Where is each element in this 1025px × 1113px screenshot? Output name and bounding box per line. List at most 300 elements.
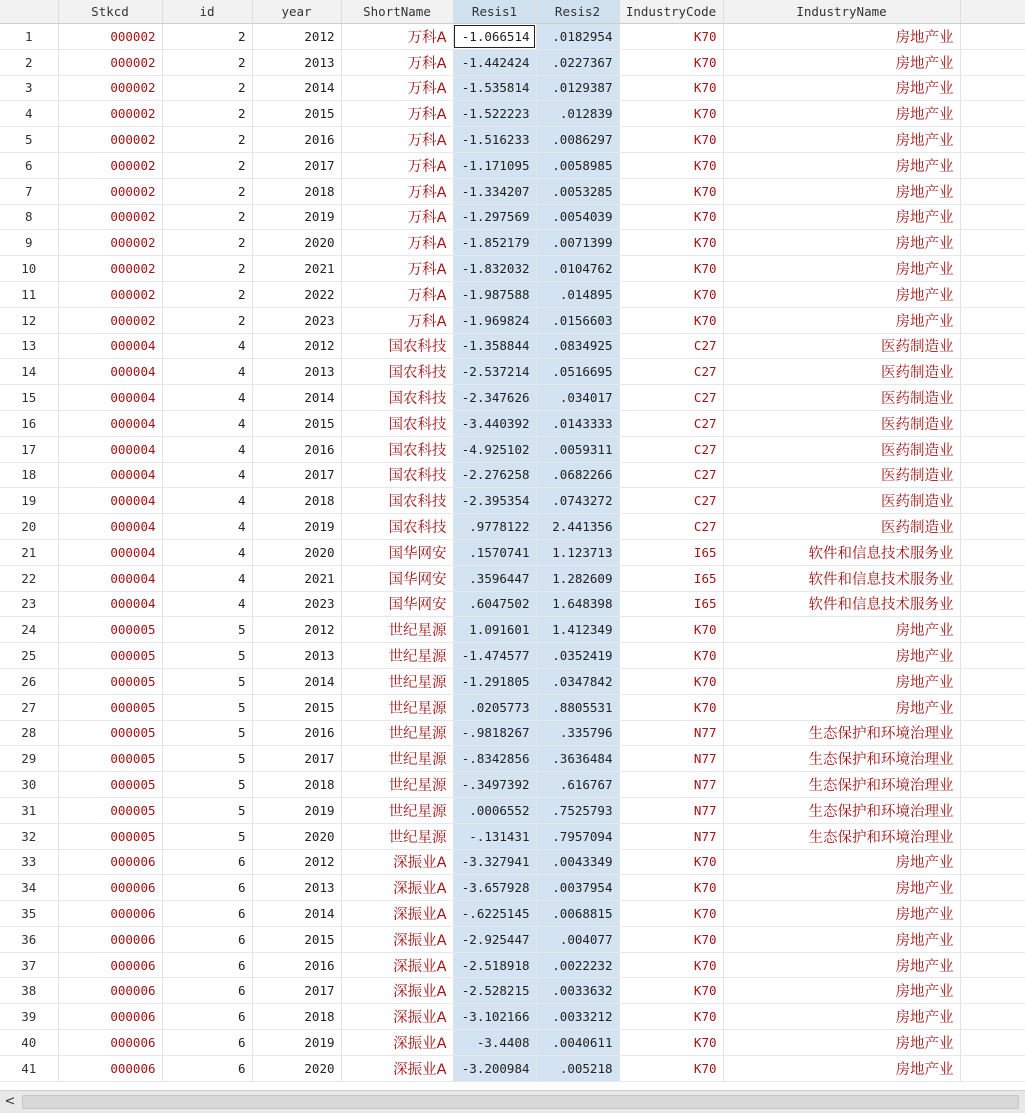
cell-stkcd[interactable]: 000004: [58, 359, 162, 385]
cell-industryname[interactable]: 房地产业: [723, 1055, 960, 1081]
cell-resis1[interactable]: .9778122: [453, 514, 536, 540]
cell-stkcd[interactable]: 000002: [58, 127, 162, 153]
cell-id[interactable]: 6: [162, 1055, 252, 1081]
row-number[interactable]: 24: [0, 617, 58, 643]
cell-industrycode[interactable]: K70: [619, 1030, 723, 1056]
table-row[interactable]: [0, 720, 1025, 746]
table-row[interactable]: [0, 178, 1025, 204]
cell-industryname[interactable]: 房地产业: [723, 127, 960, 153]
cell-shortname[interactable]: 深振业A: [341, 978, 453, 1004]
cell-resis1[interactable]: -1.334207: [453, 178, 536, 204]
row-number[interactable]: 16: [0, 410, 58, 436]
cell-resis1[interactable]: -2.518918: [453, 952, 536, 978]
cell-industrycode[interactable]: K70: [619, 178, 723, 204]
cell-industryname[interactable]: 房地产业: [723, 230, 960, 256]
table-row[interactable]: [0, 49, 1025, 75]
cell-id[interactable]: 5: [162, 823, 252, 849]
cell-shortname[interactable]: 国农科技: [341, 410, 453, 436]
cell-resis1[interactable]: -2.925447: [453, 926, 536, 952]
row-number[interactable]: 36: [0, 926, 58, 952]
cell-resis2[interactable]: .8805531: [536, 694, 619, 720]
column-header-shortname[interactable]: ShortName: [341, 0, 453, 24]
cell-industrycode[interactable]: C27: [619, 436, 723, 462]
cell-industryname[interactable]: 房地产业: [723, 643, 960, 669]
cell-industryname[interactable]: 房地产业: [723, 1004, 960, 1030]
cell-id[interactable]: 4: [162, 591, 252, 617]
cell-stkcd[interactable]: 000005: [58, 797, 162, 823]
cell-id[interactable]: 4: [162, 359, 252, 385]
cell-resis1[interactable]: -1.291805: [453, 668, 536, 694]
row-number[interactable]: 14: [0, 359, 58, 385]
cell-stkcd[interactable]: 000004: [58, 539, 162, 565]
cell-year[interactable]: 2020: [252, 1055, 341, 1081]
cell-year[interactable]: 2012: [252, 333, 341, 359]
cell-resis1[interactable]: -.3497392: [453, 772, 536, 798]
cell-industrycode[interactable]: K70: [619, 152, 723, 178]
cell-industryname[interactable]: 医药制造业: [723, 462, 960, 488]
cell-id[interactable]: 2: [162, 75, 252, 101]
cell-resis2[interactable]: .0104762: [536, 256, 619, 282]
cell-shortname[interactable]: 世纪星源: [341, 668, 453, 694]
cell-shortname[interactable]: 国华网安: [341, 591, 453, 617]
cell-id[interactable]: 4: [162, 410, 252, 436]
row-number[interactable]: 6: [0, 152, 58, 178]
cell-resis1[interactable]: -1.852179: [453, 230, 536, 256]
cell-year[interactable]: 2019: [252, 1030, 341, 1056]
row-number[interactable]: 29: [0, 746, 58, 772]
cell-industryname[interactable]: 医药制造业: [723, 436, 960, 462]
cell-industryname[interactable]: 房地产业: [723, 978, 960, 1004]
cell-resis1[interactable]: .6047502: [453, 591, 536, 617]
cell-shortname[interactable]: 世纪星源: [341, 823, 453, 849]
cell-id[interactable]: 6: [162, 952, 252, 978]
cell-resis2[interactable]: .0040611: [536, 1030, 619, 1056]
cell-resis1[interactable]: .0205773: [453, 694, 536, 720]
cell-resis1[interactable]: -2.347626: [453, 385, 536, 411]
row-number[interactable]: 5: [0, 127, 58, 153]
cell-industrycode[interactable]: K70: [619, 24, 723, 50]
cell-resis2[interactable]: .0059311: [536, 436, 619, 462]
table-row[interactable]: [0, 1055, 1025, 1081]
table-row[interactable]: [0, 462, 1025, 488]
cell-industrycode[interactable]: K70: [619, 875, 723, 901]
cell-shortname[interactable]: 国农科技: [341, 359, 453, 385]
cell-resis1[interactable]: -1.066514: [453, 24, 536, 50]
cell-resis2[interactable]: .034017: [536, 385, 619, 411]
row-number[interactable]: 38: [0, 978, 58, 1004]
cell-resis1[interactable]: -3.327941: [453, 849, 536, 875]
row-number[interactable]: 39: [0, 1004, 58, 1030]
row-number[interactable]: 27: [0, 694, 58, 720]
cell-id[interactable]: 5: [162, 643, 252, 669]
cell-year[interactable]: 2013: [252, 643, 341, 669]
row-number[interactable]: 25: [0, 643, 58, 669]
row-number[interactable]: 40: [0, 1030, 58, 1056]
cell-resis2[interactable]: .004077: [536, 926, 619, 952]
cell-id[interactable]: 2: [162, 307, 252, 333]
cell-industrycode[interactable]: K70: [619, 1055, 723, 1081]
table-row[interactable]: [0, 514, 1025, 540]
table-row[interactable]: [0, 797, 1025, 823]
cell-resis2[interactable]: .7525793: [536, 797, 619, 823]
cell-industrycode[interactable]: K70: [619, 307, 723, 333]
cell-id[interactable]: 2: [162, 127, 252, 153]
cell-stkcd[interactable]: 000006: [58, 952, 162, 978]
cell-shortname[interactable]: 万科A: [341, 75, 453, 101]
cell-id[interactable]: 6: [162, 901, 252, 927]
cell-id[interactable]: 2: [162, 24, 252, 50]
cell-industryname[interactable]: 房地产业: [723, 204, 960, 230]
table-row[interactable]: [0, 359, 1025, 385]
cell-stkcd[interactable]: 000005: [58, 746, 162, 772]
cell-industrycode[interactable]: K70: [619, 952, 723, 978]
table-row[interactable]: [0, 643, 1025, 669]
table-row[interactable]: [0, 127, 1025, 153]
cell-resis2[interactable]: .0347842: [536, 668, 619, 694]
cell-industryname[interactable]: 医药制造业: [723, 359, 960, 385]
cell-resis2[interactable]: .0054039: [536, 204, 619, 230]
cell-shortname[interactable]: 深振业A: [341, 849, 453, 875]
cell-resis1[interactable]: -3.657928: [453, 875, 536, 901]
row-number[interactable]: 31: [0, 797, 58, 823]
cell-resis2[interactable]: .0033632: [536, 978, 619, 1004]
cell-resis1[interactable]: -1.358844: [453, 333, 536, 359]
cell-industryname[interactable]: 软件和信息技术服务业: [723, 565, 960, 591]
cell-resis2[interactable]: .0129387: [536, 75, 619, 101]
cell-resis2[interactable]: .0053285: [536, 178, 619, 204]
cell-shortname[interactable]: 万科A: [341, 24, 453, 50]
cell-shortname[interactable]: 万科A: [341, 230, 453, 256]
table-row[interactable]: [0, 952, 1025, 978]
cell-id[interactable]: 5: [162, 617, 252, 643]
table-row[interactable]: [0, 436, 1025, 462]
cell-id[interactable]: 4: [162, 462, 252, 488]
cell-resis2[interactable]: .3636484: [536, 746, 619, 772]
cell-stkcd[interactable]: 000005: [58, 694, 162, 720]
cell-industryname[interactable]: 房地产业: [723, 49, 960, 75]
cell-shortname[interactable]: 世纪星源: [341, 746, 453, 772]
row-number[interactable]: 8: [0, 204, 58, 230]
table-row[interactable]: [0, 823, 1025, 849]
cell-year[interactable]: 2015: [252, 694, 341, 720]
row-number[interactable]: 1: [0, 24, 58, 50]
cell-stkcd[interactable]: 000004: [58, 591, 162, 617]
cell-resis1[interactable]: -1.297569: [453, 204, 536, 230]
cell-shortname[interactable]: 世纪星源: [341, 694, 453, 720]
cell-industrycode[interactable]: I65: [619, 539, 723, 565]
cell-stkcd[interactable]: 000004: [58, 410, 162, 436]
column-header-id[interactable]: id: [162, 0, 252, 24]
cell-industrycode[interactable]: C27: [619, 514, 723, 540]
cell-resis2[interactable]: 1.412349: [536, 617, 619, 643]
cell-resis1[interactable]: -3.4408: [453, 1030, 536, 1056]
row-number[interactable]: 32: [0, 823, 58, 849]
cell-industrycode[interactable]: K70: [619, 101, 723, 127]
cell-id[interactable]: 4: [162, 539, 252, 565]
row-number[interactable]: 7: [0, 178, 58, 204]
cell-id[interactable]: 5: [162, 797, 252, 823]
cell-resis2[interactable]: .0516695: [536, 359, 619, 385]
cell-year[interactable]: 2020: [252, 230, 341, 256]
cell-year[interactable]: 2018: [252, 178, 341, 204]
cell-industryname[interactable]: 房地产业: [723, 901, 960, 927]
cell-shortname[interactable]: 万科A: [341, 101, 453, 127]
cell-resis2[interactable]: .0143333: [536, 410, 619, 436]
cell-stkcd[interactable]: 000004: [58, 436, 162, 462]
table-row[interactable]: [0, 281, 1025, 307]
row-number[interactable]: 34: [0, 875, 58, 901]
row-number[interactable]: 9: [0, 230, 58, 256]
cell-resis1[interactable]: -1.832032: [453, 256, 536, 282]
cell-resis2[interactable]: .0022232: [536, 952, 619, 978]
cell-industryname[interactable]: 医药制造业: [723, 385, 960, 411]
cell-shortname[interactable]: 世纪星源: [341, 720, 453, 746]
cell-resis2[interactable]: .0043349: [536, 849, 619, 875]
table-row[interactable]: [0, 230, 1025, 256]
row-number[interactable]: 3: [0, 75, 58, 101]
cell-resis1[interactable]: -.8342856: [453, 746, 536, 772]
cell-resis2[interactable]: .0086297: [536, 127, 619, 153]
cell-stkcd[interactable]: 000002: [58, 307, 162, 333]
cell-shortname[interactable]: 万科A: [341, 307, 453, 333]
row-number[interactable]: 10: [0, 256, 58, 282]
cell-industrycode[interactable]: K70: [619, 256, 723, 282]
cell-stkcd[interactable]: 000005: [58, 823, 162, 849]
cell-resis2[interactable]: .0182954: [536, 24, 619, 50]
table-row[interactable]: [0, 978, 1025, 1004]
table-row[interactable]: [0, 152, 1025, 178]
cell-id[interactable]: 4: [162, 385, 252, 411]
cell-year[interactable]: 2019: [252, 797, 341, 823]
cell-year[interactable]: 2012: [252, 24, 341, 50]
cell-resis2[interactable]: .0058985: [536, 152, 619, 178]
cell-industryname[interactable]: 软件和信息技术服务业: [723, 539, 960, 565]
table-row[interactable]: [0, 307, 1025, 333]
cell-resis1[interactable]: -2.528215: [453, 978, 536, 1004]
cell-resis1[interactable]: -1.516233: [453, 127, 536, 153]
cell-stkcd[interactable]: 000002: [58, 49, 162, 75]
cell-resis1[interactable]: .1570741: [453, 539, 536, 565]
cell-year[interactable]: 2013: [252, 359, 341, 385]
cell-resis1[interactable]: -1.522223: [453, 101, 536, 127]
cell-year[interactable]: 2017: [252, 746, 341, 772]
cell-industryname[interactable]: 医药制造业: [723, 488, 960, 514]
cell-shortname[interactable]: 世纪星源: [341, 643, 453, 669]
cell-industryname[interactable]: 生态保护和环境治理业: [723, 720, 960, 746]
column-header-stkcd[interactable]: Stkcd: [58, 0, 162, 24]
table-row[interactable]: [0, 24, 1025, 50]
cell-shortname[interactable]: 世纪星源: [341, 772, 453, 798]
cell-year[interactable]: 2020: [252, 823, 341, 849]
cell-resis1[interactable]: -3.440392: [453, 410, 536, 436]
cell-resis2[interactable]: 1.123713: [536, 539, 619, 565]
row-number[interactable]: 2: [0, 49, 58, 75]
cell-shortname[interactable]: 万科A: [341, 127, 453, 153]
cell-resis1[interactable]: -1.987588: [453, 281, 536, 307]
cell-id[interactable]: 2: [162, 256, 252, 282]
cell-industryname[interactable]: 生态保护和环境治理业: [723, 746, 960, 772]
row-number[interactable]: 15: [0, 385, 58, 411]
cell-shortname[interactable]: 世纪星源: [341, 797, 453, 823]
cell-stkcd[interactable]: 000005: [58, 668, 162, 694]
cell-resis2[interactable]: .0037954: [536, 875, 619, 901]
cell-stkcd[interactable]: 000002: [58, 256, 162, 282]
cell-resis1[interactable]: -3.200984: [453, 1055, 536, 1081]
cell-resis2[interactable]: .014895: [536, 281, 619, 307]
row-number[interactable]: 35: [0, 901, 58, 927]
cell-id[interactable]: 5: [162, 720, 252, 746]
cell-year[interactable]: 2023: [252, 591, 341, 617]
cell-year[interactable]: 2014: [252, 75, 341, 101]
cell-id[interactable]: 2: [162, 204, 252, 230]
cell-id[interactable]: 5: [162, 772, 252, 798]
cell-resis2[interactable]: .0227367: [536, 49, 619, 75]
cell-resis1[interactable]: .3596447: [453, 565, 536, 591]
cell-id[interactable]: 5: [162, 694, 252, 720]
cell-id[interactable]: 5: [162, 668, 252, 694]
cell-resis2[interactable]: .0071399: [536, 230, 619, 256]
cell-resis2[interactable]: .0352419: [536, 643, 619, 669]
cell-industrycode[interactable]: N77: [619, 720, 723, 746]
table-row[interactable]: [0, 101, 1025, 127]
cell-stkcd[interactable]: 000006: [58, 1004, 162, 1030]
scrollbar-thumb[interactable]: [22, 1095, 1019, 1109]
cell-stkcd[interactable]: 000002: [58, 178, 162, 204]
cell-industrycode[interactable]: K70: [619, 694, 723, 720]
cell-year[interactable]: 2023: [252, 307, 341, 333]
cell-industrycode[interactable]: C27: [619, 488, 723, 514]
cell-stkcd[interactable]: 000005: [58, 720, 162, 746]
cell-industryname[interactable]: 房地产业: [723, 694, 960, 720]
cell-industryname[interactable]: 房地产业: [723, 617, 960, 643]
cell-resis2[interactable]: .005218: [536, 1055, 619, 1081]
cell-year[interactable]: 2014: [252, 668, 341, 694]
cell-stkcd[interactable]: 000004: [58, 565, 162, 591]
cell-shortname[interactable]: 万科A: [341, 204, 453, 230]
cell-resis2[interactable]: .0156603: [536, 307, 619, 333]
cell-shortname[interactable]: 万科A: [341, 49, 453, 75]
column-header-industrycode[interactable]: IndustryCode: [619, 0, 723, 24]
cell-id[interactable]: 6: [162, 926, 252, 952]
cell-id[interactable]: 2: [162, 152, 252, 178]
cell-industryname[interactable]: 房地产业: [723, 281, 960, 307]
cell-shortname[interactable]: 国农科技: [341, 333, 453, 359]
row-number[interactable]: 33: [0, 849, 58, 875]
cell-industryname[interactable]: 生态保护和环境治理业: [723, 797, 960, 823]
cell-resis2[interactable]: .0033212: [536, 1004, 619, 1030]
cell-industrycode[interactable]: C27: [619, 385, 723, 411]
cell-resis2[interactable]: .7957094: [536, 823, 619, 849]
cell-industryname[interactable]: 生态保护和环境治理业: [723, 823, 960, 849]
cell-id[interactable]: 2: [162, 49, 252, 75]
cell-resis2[interactable]: .335796: [536, 720, 619, 746]
cell-year[interactable]: 2018: [252, 1004, 341, 1030]
cell-industryname[interactable]: 房地产业: [723, 152, 960, 178]
cell-resis2[interactable]: .0068815: [536, 901, 619, 927]
row-number[interactable]: 23: [0, 591, 58, 617]
cell-shortname[interactable]: 国农科技: [341, 514, 453, 540]
column-header-resis2[interactable]: Resis2: [536, 0, 619, 24]
cell-industrycode[interactable]: K70: [619, 849, 723, 875]
column-header-industryname[interactable]: IndustryName: [723, 0, 960, 24]
cell-shortname[interactable]: 万科A: [341, 281, 453, 307]
cell-year[interactable]: 2015: [252, 926, 341, 952]
row-number[interactable]: 17: [0, 436, 58, 462]
cell-shortname[interactable]: 深振业A: [341, 952, 453, 978]
cell-industrycode[interactable]: K70: [619, 1004, 723, 1030]
table-row[interactable]: [0, 591, 1025, 617]
row-number[interactable]: 41: [0, 1055, 58, 1081]
cell-id[interactable]: 6: [162, 978, 252, 1004]
cell-year[interactable]: 2012: [252, 849, 341, 875]
cell-id[interactable]: 6: [162, 875, 252, 901]
row-number[interactable]: 28: [0, 720, 58, 746]
cell-id[interactable]: 6: [162, 1030, 252, 1056]
cell-id[interactable]: 4: [162, 333, 252, 359]
cell-year[interactable]: 2022: [252, 281, 341, 307]
cell-stkcd[interactable]: 000004: [58, 514, 162, 540]
row-number[interactable]: 19: [0, 488, 58, 514]
cell-resis1[interactable]: -1.442424: [453, 49, 536, 75]
cell-resis1[interactable]: -.131431: [453, 823, 536, 849]
cell-year[interactable]: 2014: [252, 385, 341, 411]
cell-shortname[interactable]: 深振业A: [341, 1055, 453, 1081]
cell-shortname[interactable]: 深振业A: [341, 1004, 453, 1030]
cell-id[interactable]: 6: [162, 1004, 252, 1030]
cell-resis1[interactable]: -4.925102: [453, 436, 536, 462]
row-number[interactable]: 18: [0, 462, 58, 488]
cell-stkcd[interactable]: 000006: [58, 1030, 162, 1056]
table-row[interactable]: [0, 333, 1025, 359]
table-row[interactable]: [0, 901, 1025, 927]
table-row[interactable]: [0, 488, 1025, 514]
table-row[interactable]: [0, 617, 1025, 643]
cell-industryname[interactable]: 房地产业: [723, 875, 960, 901]
cell-resis1[interactable]: -.6225145: [453, 901, 536, 927]
cell-industrycode[interactable]: K70: [619, 49, 723, 75]
cell-industrycode[interactable]: C27: [619, 410, 723, 436]
cell-id[interactable]: 5: [162, 746, 252, 772]
cell-resis1[interactable]: -2.276258: [453, 462, 536, 488]
cell-stkcd[interactable]: 000006: [58, 1055, 162, 1081]
cell-industryname[interactable]: 房地产业: [723, 926, 960, 952]
cell-stkcd[interactable]: 000006: [58, 901, 162, 927]
cell-year[interactable]: 2016: [252, 720, 341, 746]
cell-industryname[interactable]: 房地产业: [723, 952, 960, 978]
cell-resis1[interactable]: 1.091601: [453, 617, 536, 643]
cell-resis2[interactable]: .0682266: [536, 462, 619, 488]
table-row[interactable]: [0, 668, 1025, 694]
table-row[interactable]: [0, 746, 1025, 772]
cell-resis1[interactable]: -1.474577: [453, 643, 536, 669]
cell-shortname[interactable]: 深振业A: [341, 1030, 453, 1056]
cell-industrycode[interactable]: N77: [619, 797, 723, 823]
cell-shortname[interactable]: 国华网安: [341, 565, 453, 591]
cell-id[interactable]: 4: [162, 436, 252, 462]
cell-stkcd[interactable]: 000005: [58, 643, 162, 669]
cell-year[interactable]: 2018: [252, 772, 341, 798]
cell-shortname[interactable]: 万科A: [341, 178, 453, 204]
cell-year[interactable]: 2015: [252, 410, 341, 436]
table-row[interactable]: [0, 875, 1025, 901]
table-row[interactable]: [0, 204, 1025, 230]
cell-shortname[interactable]: 国农科技: [341, 488, 453, 514]
cell-industryname[interactable]: 医药制造业: [723, 333, 960, 359]
cell-industryname[interactable]: 医药制造业: [723, 410, 960, 436]
cell-year[interactable]: 2018: [252, 488, 341, 514]
cell-industryname[interactable]: 房地产业: [723, 75, 960, 101]
cell-year[interactable]: 2019: [252, 514, 341, 540]
